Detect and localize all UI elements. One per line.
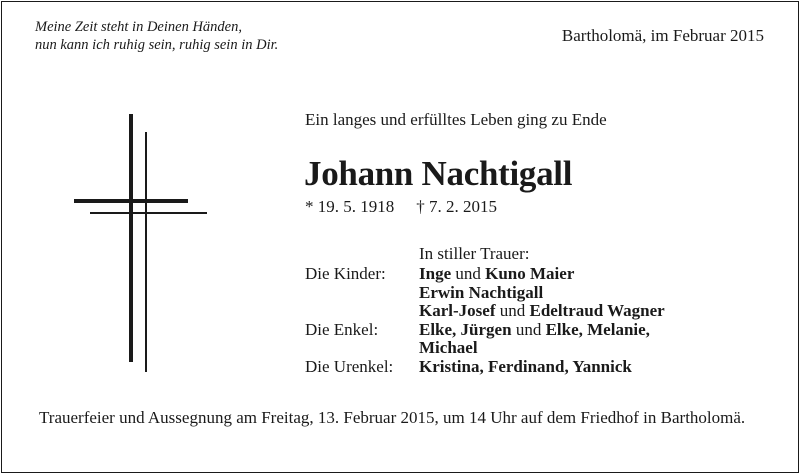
mourning-label: In stiller Trauer: bbox=[419, 244, 530, 263]
ceremony-info: Trauerfeier und Aussegnung am Freitag, 13. Februar 2015, um 14 Uhr auf dem Friedhof in Bartholomä. bbox=[39, 408, 746, 427]
family-row-grandchildren bbox=[305, 321, 665, 340]
grandchildren-entry: Elke, Jürgen und Elke, Melanie, bbox=[419, 319, 650, 339]
family-row-great-grandchildren bbox=[305, 358, 665, 377]
great-grandchildren-entry: Kristina, Ferdinand, Yannick bbox=[419, 356, 632, 376]
grandchildren-label: Die Enkel: bbox=[305, 319, 379, 339]
death-date: † 7. 2. 2015 bbox=[416, 197, 497, 216]
life-dates bbox=[305, 197, 497, 217]
family-row-children-2 bbox=[305, 284, 665, 303]
cross-shadow-vertical bbox=[145, 132, 147, 372]
birth-date: * 19. 5. 1918 bbox=[305, 197, 395, 216]
family-row-children-3 bbox=[305, 302, 665, 321]
family-row-grandchildren-2 bbox=[305, 339, 665, 358]
child-entry: Karl-Josef und Edeltraud Wagner bbox=[419, 301, 665, 320]
deceased-name: Johann Nachtigall bbox=[304, 154, 573, 193]
family-list bbox=[305, 265, 665, 376]
family-row-children-1 bbox=[305, 265, 665, 284]
obituary-notice bbox=[1, 1, 799, 473]
child-entry: Erwin Nachtigall bbox=[419, 282, 544, 302]
motto-line-1: Meine Zeit steht in Deinen Händen, bbox=[35, 19, 242, 35]
cross-horizontal-bar bbox=[74, 199, 188, 203]
grandchildren-entry-continued: Michael bbox=[419, 338, 478, 357]
cross-shadow-horizontal bbox=[90, 212, 207, 214]
children-label: Die Kinder: bbox=[305, 264, 386, 283]
motto-line-2: nun kann ich ruhig sein, ruhig sein in Dir. bbox=[35, 37, 279, 53]
great-grandchildren-label: Die Urenkel: bbox=[305, 356, 394, 376]
cross-icon bbox=[2, 2, 222, 382]
intro-text: Ein langes und erfülltes Leben ging zu Ende bbox=[305, 110, 607, 129]
cross-vertical-bar bbox=[129, 114, 133, 362]
child-entry: Inge und Kuno Maier bbox=[419, 264, 575, 283]
place-date: Bartholomä, im Februar 2015 bbox=[561, 26, 764, 45]
